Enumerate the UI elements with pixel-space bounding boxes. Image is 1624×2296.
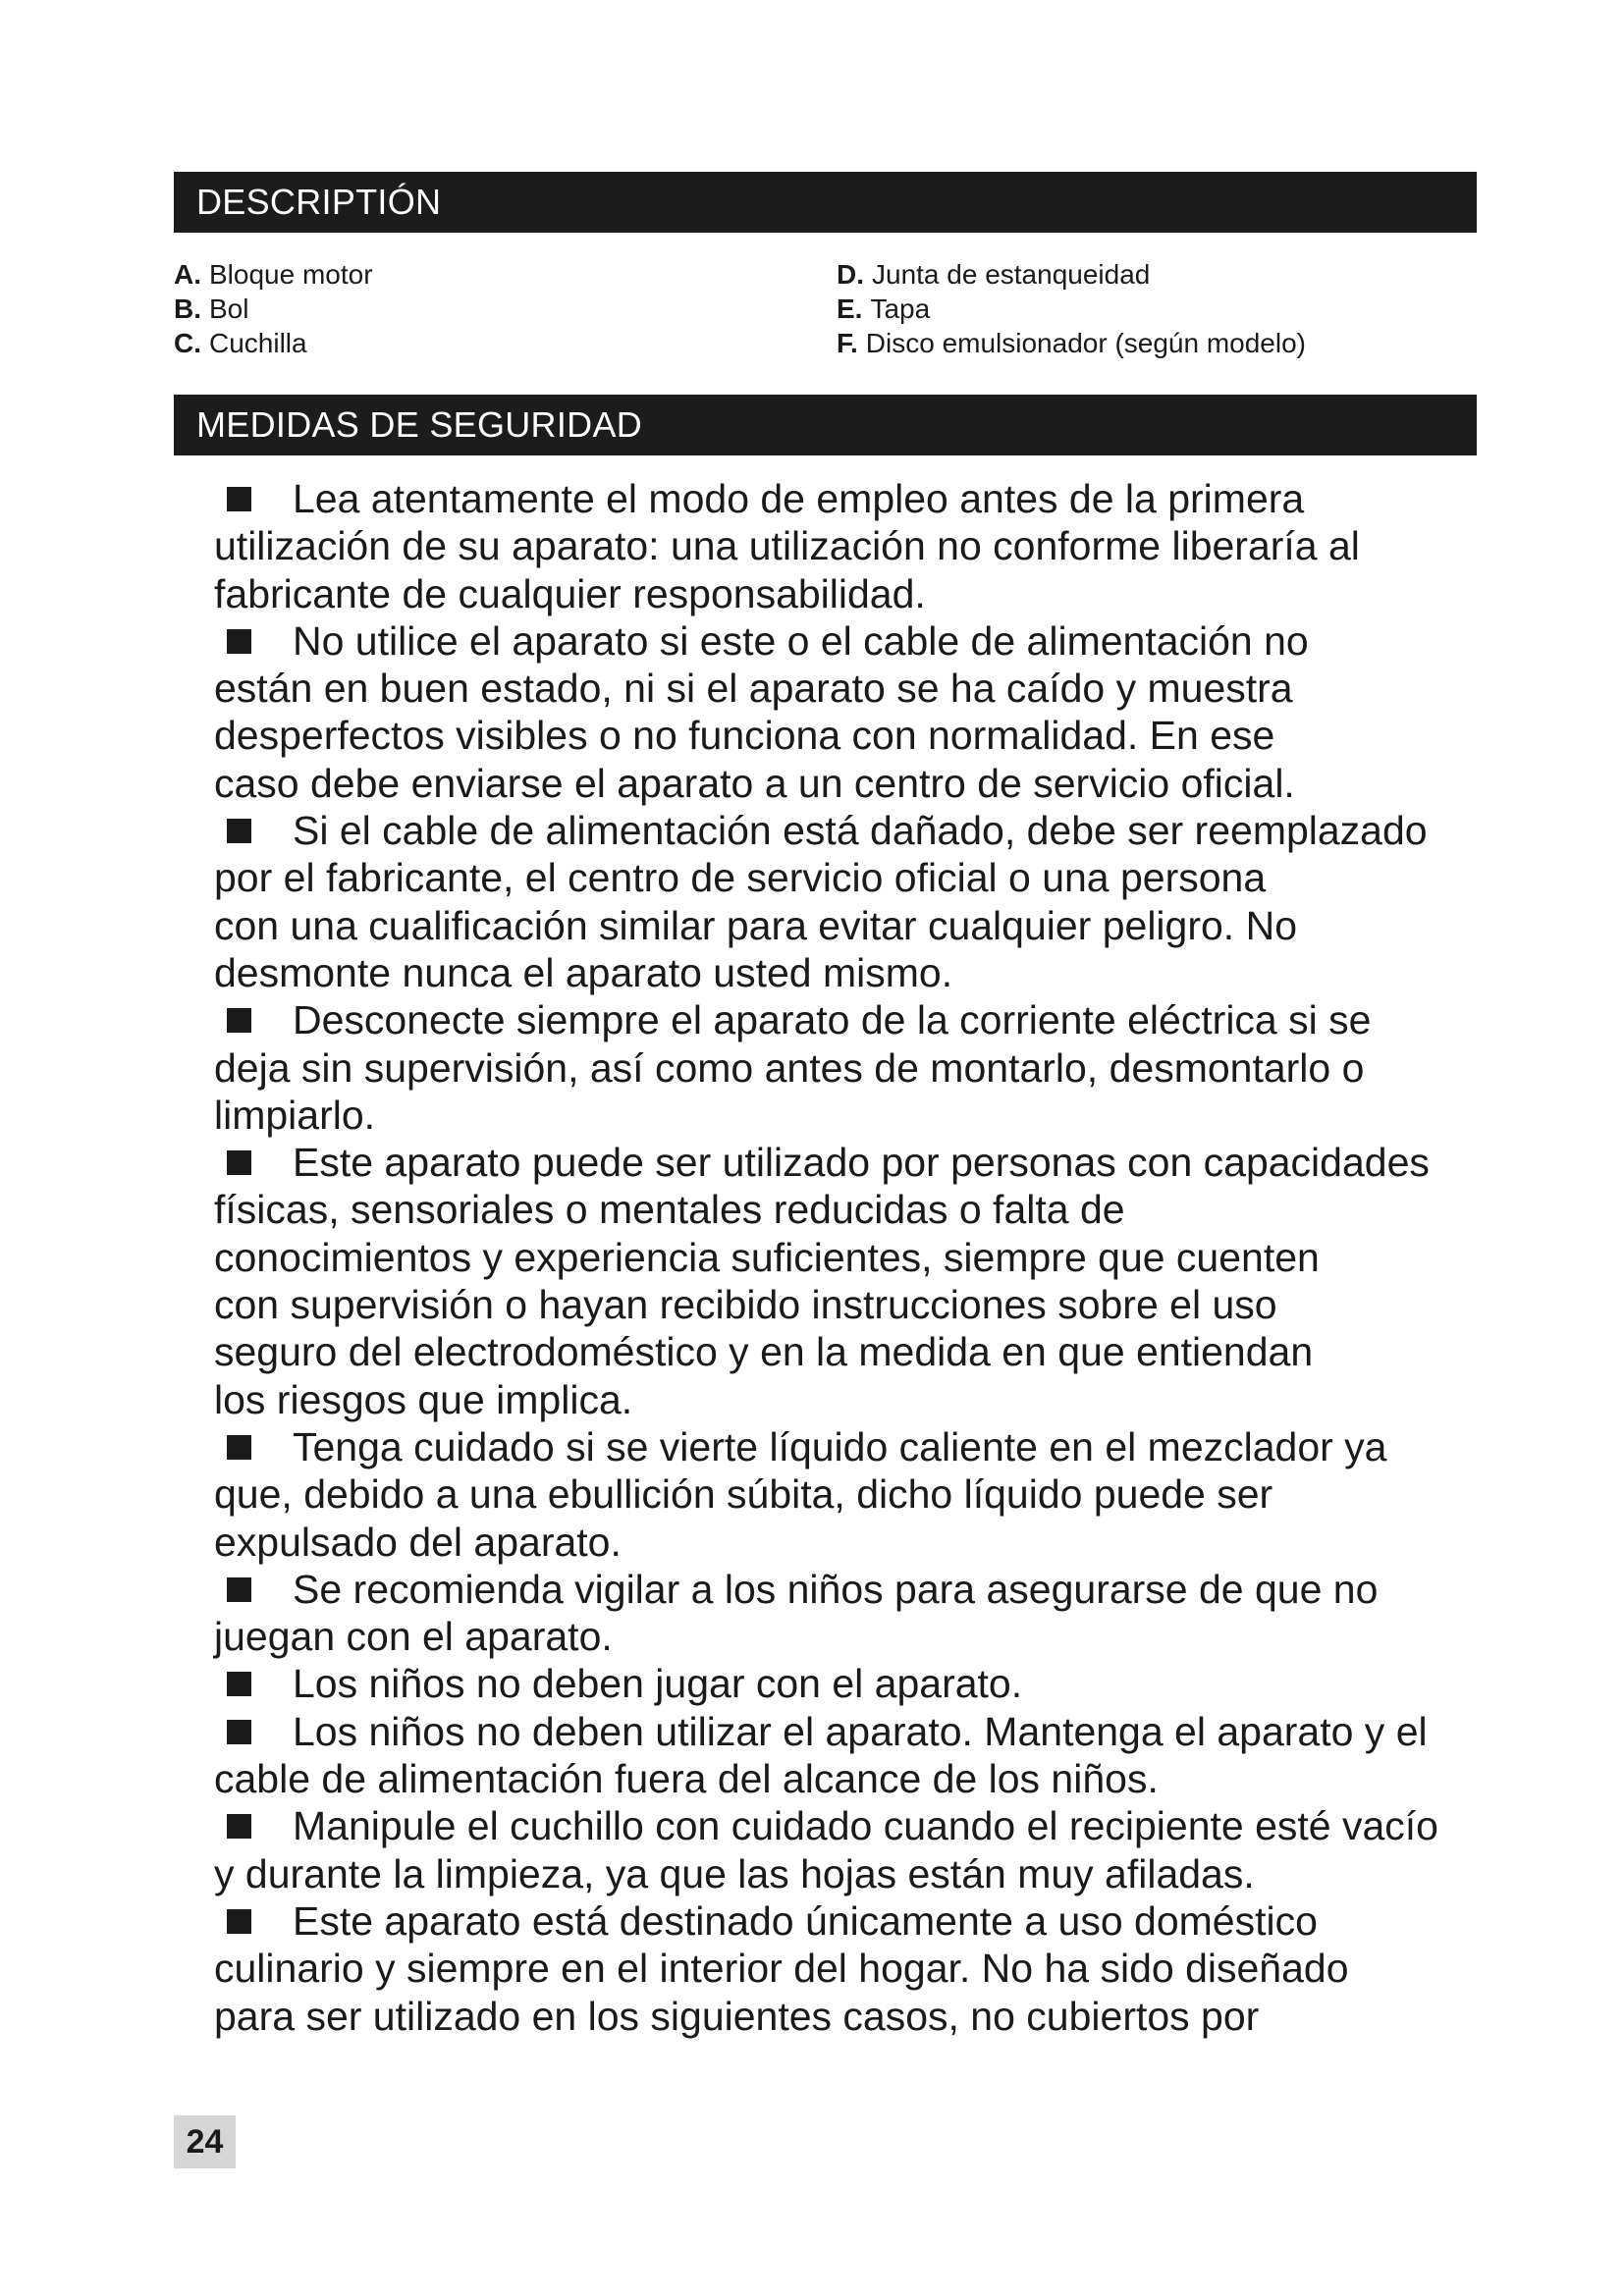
safety-line: deja sin supervisión, así como antes de montarlo, desmontarlo o bbox=[214, 1044, 1365, 1091]
safety-item bbox=[214, 1660, 1569, 1707]
page-number: 24 bbox=[174, 2115, 236, 2168]
safety-item bbox=[214, 807, 1569, 996]
safety-line: Lea atentamente el modo de empleo antes de la primera bbox=[293, 476, 1305, 521]
part-letter: D. bbox=[837, 259, 864, 290]
part-label: Bol bbox=[209, 294, 249, 324]
safety-line: Los niños no deben utilizar el aparato. Mantenga el aparato y el bbox=[293, 1708, 1428, 1754]
safety-line: los riesgos que implica. bbox=[214, 1376, 633, 1422]
part-label: Cuchilla bbox=[209, 328, 307, 358]
part-label: Tapa bbox=[870, 294, 931, 324]
safety-line: Manipule el cuchillo con cuidado cuando el recipiente esté vacío bbox=[293, 1803, 1438, 1849]
safety-line: Si el cable de alimentación está dañado, debe ser reemplazado bbox=[293, 808, 1428, 854]
part-item-e bbox=[837, 292, 1306, 326]
safety-line: Este aparato está destinado únicamente a uso doméstico bbox=[293, 1897, 1318, 1944]
part-label: Junta de estanqueidad bbox=[872, 259, 1151, 290]
part-letter: C. bbox=[174, 328, 201, 358]
square-bullet-icon bbox=[227, 487, 251, 511]
safety-line: utilización de su aparato: una utilización no conforme liberaría al bbox=[214, 523, 1360, 569]
safety-line: caso debe enviarse el aparato a un centro de servicio oficial. bbox=[214, 760, 1295, 806]
safety-line: Se recomienda vigilar a los niños para asegurarse de que no bbox=[293, 1566, 1379, 1612]
safety-line: Este aparato puede ser utilizado por personas con capacidades bbox=[293, 1140, 1430, 1186]
part-label: Bloque motor bbox=[209, 259, 373, 290]
safety-line: expulsado del aparato. bbox=[214, 1519, 622, 1565]
safety-line: con supervisión o hayan recibido instrucciones sobre el uso bbox=[214, 1282, 1277, 1328]
part-letter: E. bbox=[837, 294, 863, 324]
parts-list-left bbox=[174, 257, 373, 360]
part-item-a bbox=[174, 257, 373, 292]
safety-line: cable de alimentación fuera del alcance de los niños. bbox=[214, 1756, 1159, 1802]
square-bullet-icon bbox=[227, 1814, 251, 1839]
square-bullet-icon bbox=[227, 1909, 251, 1934]
square-bullet-icon bbox=[227, 819, 251, 843]
part-item-b bbox=[174, 292, 373, 326]
safety-item bbox=[214, 617, 1569, 807]
safety-item bbox=[214, 1423, 1569, 1566]
safety-item bbox=[214, 1566, 1569, 1661]
safety-line: que, debido a una ebullición súbita, dicho líquido puede ser bbox=[214, 1471, 1273, 1518]
part-letter: A. bbox=[174, 259, 201, 290]
part-item-c bbox=[174, 326, 373, 360]
safety-line: fabricante de cualquier responsabilidad. bbox=[214, 570, 926, 616]
safety-item bbox=[214, 1802, 1569, 1897]
safety-item bbox=[214, 1897, 1569, 2040]
safety-item bbox=[214, 1139, 1569, 1423]
safety-line: desperfectos visibles o no funciona con normalidad. En ese bbox=[214, 713, 1275, 759]
safety-line: Desconecte siempre el aparato de la corriente eléctrica si se bbox=[293, 997, 1372, 1043]
part-letter: F. bbox=[837, 328, 858, 358]
safety-line: por el fabricante, el centro de servicio oficial o una persona bbox=[214, 855, 1267, 901]
square-bullet-icon bbox=[227, 1008, 251, 1033]
section-header-medidas: MEDIDAS DE SEGURIDAD bbox=[174, 395, 1477, 455]
safety-line: Tenga cuidado si se vierte líquido caliente en el mezclador ya bbox=[293, 1423, 1387, 1469]
square-bullet-icon bbox=[227, 1150, 251, 1175]
safety-line: físicas, sensoriales o mentales reducidas o falta de bbox=[214, 1187, 1125, 1233]
safety-line: con una cualificación similar para evitar cualquier peligro. No bbox=[214, 902, 1297, 948]
safety-line: desmonte nunca el aparato usted mismo. bbox=[214, 949, 953, 995]
safety-line: limpiarlo. bbox=[214, 1092, 376, 1138]
safety-line: Los niños no deben jugar con el aparato. bbox=[293, 1661, 1023, 1707]
square-bullet-icon bbox=[227, 1720, 251, 1744]
square-bullet-icon bbox=[227, 1435, 251, 1460]
part-letter: B. bbox=[174, 294, 201, 324]
safety-item bbox=[214, 475, 1569, 617]
safety-line: están en buen estado, ni si el aparato se ha caído y muestra bbox=[214, 666, 1293, 712]
part-label: Disco emulsionador (según modelo) bbox=[865, 328, 1306, 358]
part-item-d bbox=[837, 257, 1306, 292]
safety-line: y durante la limpieza, ya que las hojas están muy afiladas. bbox=[214, 1850, 1255, 1896]
section-header-descripcion: DESCRIPTIÓN bbox=[174, 172, 1477, 233]
safety-line: No utilice el aparato si este o el cable de alimentación no bbox=[293, 617, 1309, 664]
safety-line: juegan con el aparato. bbox=[214, 1614, 613, 1660]
safety-item bbox=[214, 996, 1569, 1139]
safety-line: conocimientos y experiencia suficientes, siempre que cuenten bbox=[214, 1234, 1320, 1280]
square-bullet-icon bbox=[227, 1577, 251, 1602]
part-item-f bbox=[837, 326, 1306, 360]
safety-instructions-list bbox=[214, 475, 1569, 2040]
square-bullet-icon bbox=[227, 629, 251, 654]
safety-line: seguro del electrodoméstico y en la medida en que entiendan bbox=[214, 1329, 1314, 1375]
safety-item bbox=[214, 1708, 1569, 1803]
square-bullet-icon bbox=[227, 1672, 251, 1696]
safety-line: para ser utilizado en los siguientes casos, no cubiertos por bbox=[214, 1993, 1260, 2039]
safety-line: culinario y siempre en el interior del hogar. No ha sido diseñado bbox=[214, 1946, 1349, 1992]
parts-list-right bbox=[837, 257, 1306, 360]
